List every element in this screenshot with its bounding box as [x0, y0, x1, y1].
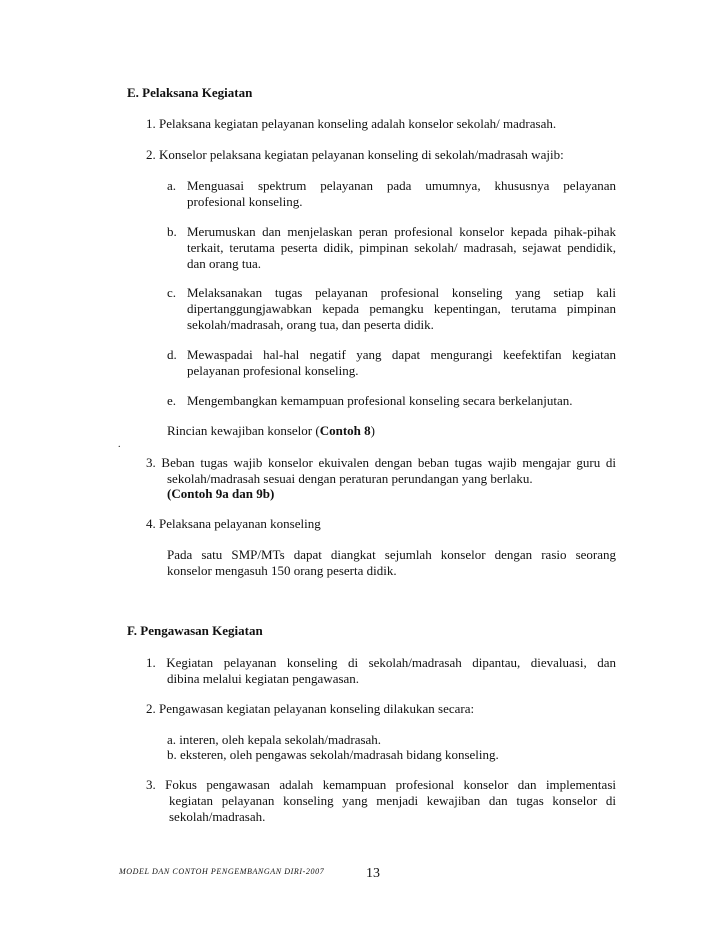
sub-b-line-2: terkait, terutama peserta didik, pimpinan sekolah/ madrasah, sejawat pendidik,: [187, 240, 616, 255]
sub-d-line-1: Mewaspadai hal-hal negatif yang dapat mengurangi keefektifan kegiatan: [187, 347, 616, 362]
footer-running-title: MODEL DAN CONTOH PENGEMBANGAN DIRI-2007: [119, 867, 325, 876]
sub-b-line-1: Merumuskan dan menjelaskan peran profesional konselor kepada pihak-pihak: [187, 224, 616, 239]
section-e-item-4: 4. Pelaksana pelayanan konseling: [146, 516, 321, 531]
section-e-item-1: 1. Pelaksana kegiatan pelayanan konseling adalah konselor sekolah/ madrasah.: [146, 116, 557, 131]
rincian-suffix: ): [370, 423, 375, 438]
section-f-sub-b: b. eksteren, oleh pengawas sekolah/madrasah bidang konseling.: [167, 747, 499, 762]
section-f-item-2: 2. Pengawasan kegiatan pelayanan konseling dilakukan secara:: [146, 701, 475, 716]
section-e-item-3-line-3: (Contoh 9a dan 9b): [167, 486, 275, 501]
sub-c-line-3: sekolah/madrasah, orang tua, dan peserta didik.: [187, 317, 434, 332]
section-f-item-3-line-1: 3. Fokus pengawasan adalah kemampuan profesional konselor dan implementasi: [146, 777, 616, 792]
section-f-item-3-line-2: kegiatan pelayanan konseling yang menjadi kewajiban dan tugas konselor di: [169, 793, 616, 808]
sub-e-line-1: Mengembangkan kemampuan profesional konseling secara berkelanjutan.: [187, 393, 573, 408]
section-e-item-3-line-2: sekolah/madrasah sesuai dengan peraturan perundangan yang berlaku.: [167, 471, 533, 486]
section-e-item-4-para-line-1: Pada satu SMP/MTs dapat diangkat sejumlah konselor dengan rasio seorang: [167, 547, 616, 562]
rincian-line: [167, 422, 375, 439]
rincian-prefix: Rincian kewajiban konselor (: [167, 423, 320, 438]
section-f-item-1-line-1: 1. Kegiatan pelayanan konseling di sekolah/madrasah dipantau, dievaluasi, dan: [146, 655, 616, 670]
sub-b-line-3: dan orang tua.: [187, 256, 262, 271]
section-e-item-3-line-1: 3. Beban tugas wajib konselor ekuivalen dengan beban tugas wajib mengajar guru di: [146, 455, 616, 470]
sub-d-line-2: pelayanan profesional konseling.: [187, 363, 359, 378]
sub-c-line-2: dipertanggungjawabkan kepada pemangku kepentingan, terutama pimpinan: [187, 301, 616, 316]
section-f-item-3-line-3: sekolah/madrasah.: [169, 809, 266, 824]
section-e-item-2: 2. Konselor pelaksana kegiatan pelayanan konseling di sekolah/madrasah wajib:: [146, 147, 564, 162]
stray-dot: .: [118, 439, 121, 450]
section-f-item-1-line-2: dibina melalui kegiatan pengawasan.: [167, 671, 360, 686]
section-f-sub-a: a. interen, oleh kepala sekolah/madrasah.: [167, 732, 382, 747]
sub-e-label: e.: [167, 393, 177, 408]
sub-d-label: d.: [167, 347, 177, 362]
section-e-item-4-para-line-2: konselor mengasuh 150 orang peserta didik.: [167, 563, 397, 578]
rincian-contoh-8: Contoh 8: [319, 423, 371, 438]
section-f-title: F. Pengawasan Kegiatan: [127, 623, 263, 638]
sub-b-label: b.: [167, 224, 177, 239]
section-e-title: E. Pelaksana Kegiatan: [127, 85, 253, 100]
sub-a-line-2: profesional konseling.: [187, 194, 303, 209]
sub-c-line-1: Melaksanakan tugas pelayanan profesional konseling yang setiap kali: [187, 285, 616, 300]
sub-c-label: c.: [167, 285, 177, 300]
sub-a-label: a.: [167, 178, 177, 193]
page-number: 13: [366, 866, 380, 881]
sub-a-line-1: Menguasai spektrum pelayanan pada umumnya, khususnya pelayanan: [187, 178, 616, 193]
